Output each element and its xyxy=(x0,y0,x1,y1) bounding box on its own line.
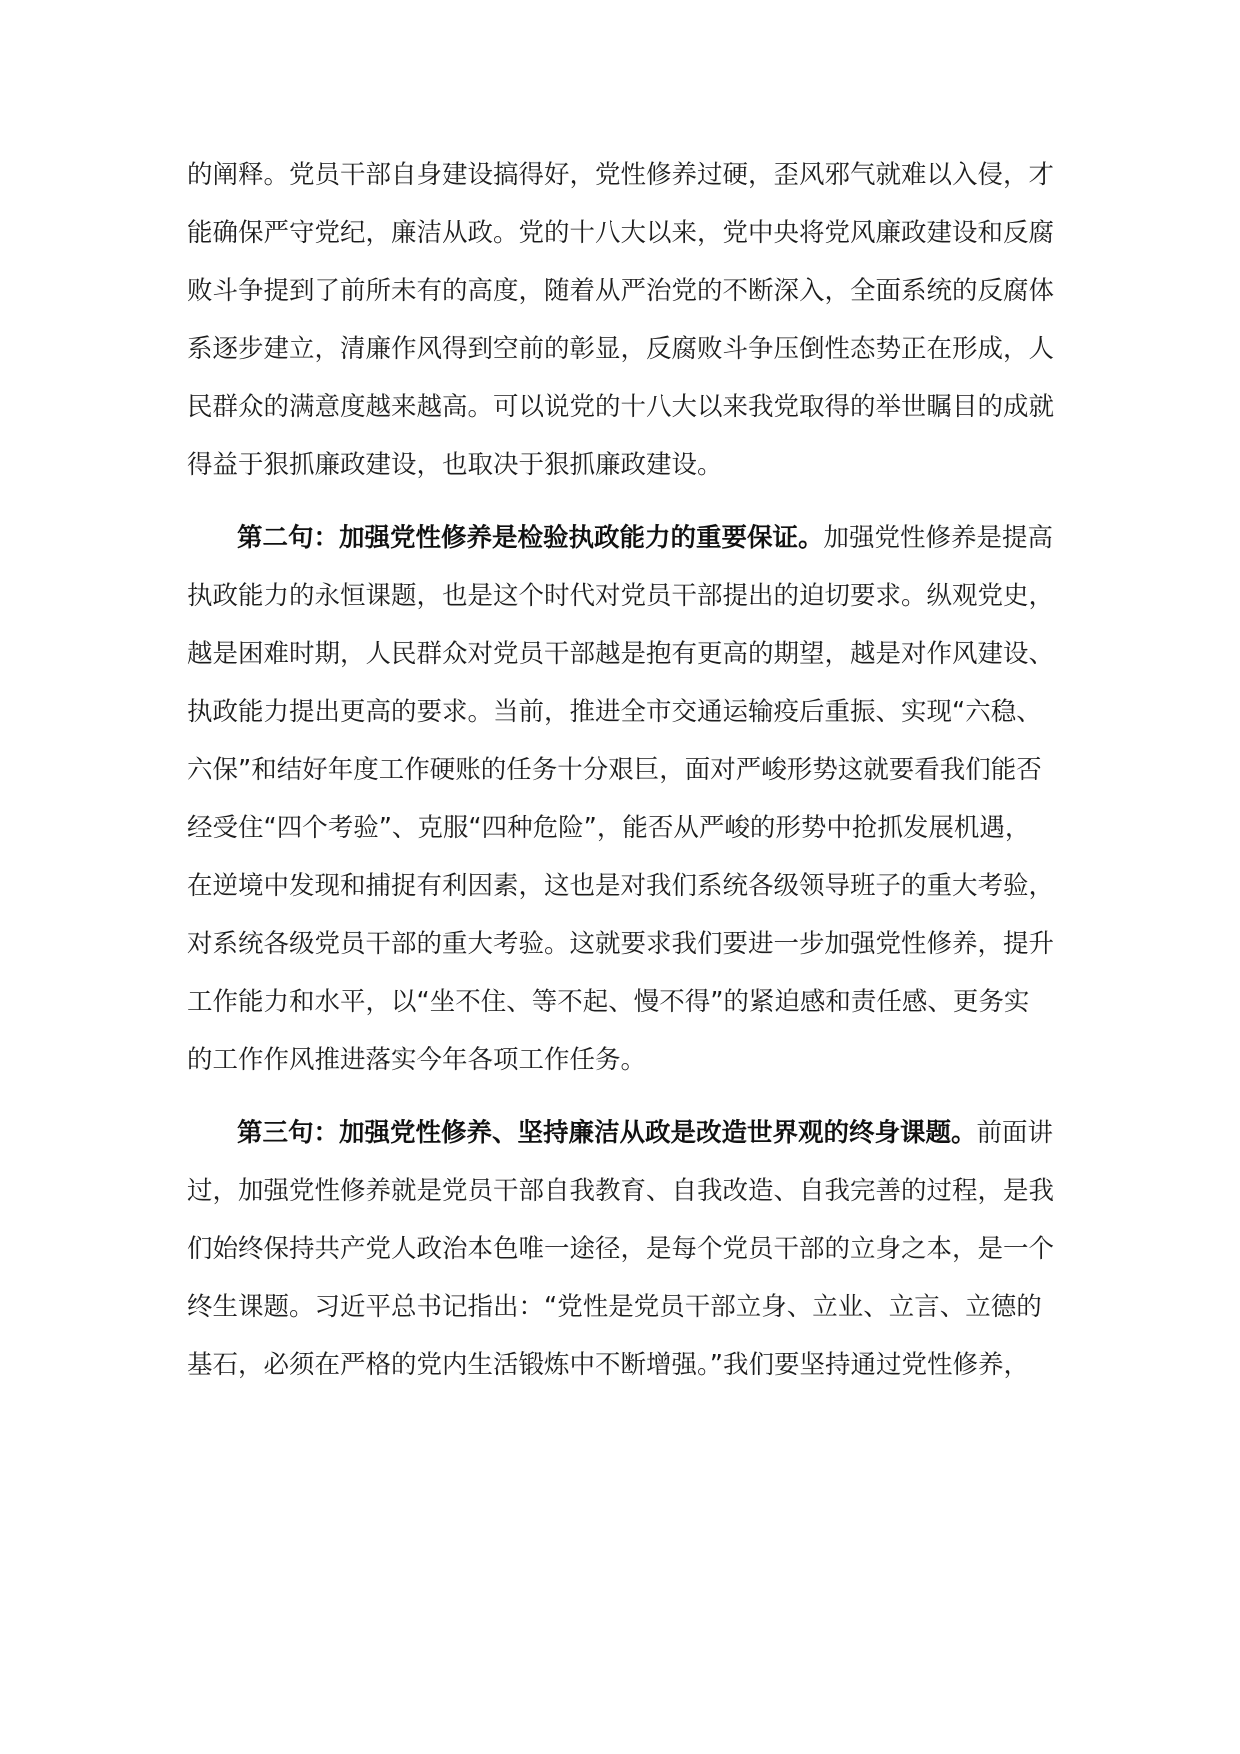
paragraph-3-line-4: 终生课题。习近平总书记指出：“党性是党员干部立身、立业、立言、立德的 xyxy=(187,1292,1042,1322)
paragraph-1-line-4: 系逐步建立，清廉作风得到空前的彰显，反腐败斗争压倒性态势正在形成，人 xyxy=(187,334,1055,364)
paragraph-3-first-line xyxy=(237,1113,1053,1153)
paragraph-2-lead-heading: 第二句：加强党性修养是检验执政能力的重要保证。 xyxy=(237,523,824,553)
paragraph-3-lead-heading: 第三句：加强党性修养、坚持廉洁从政是改造世界观的终身课题。 xyxy=(237,1118,977,1148)
paragraph-2-line-8: 对系统各级党员干部的重大考验。这就要求我们要进一步加强党性修养，提升 xyxy=(187,929,1055,959)
paragraph-2-line-10: 的工作作风推进落实今年各项工作任务。 xyxy=(187,1045,647,1075)
paragraph-1-line-3: 败斗争提到了前所未有的高度，随着从严治党的不断深入，全面系统的反腐体 xyxy=(187,276,1055,306)
paragraph-1-line-1: 的阐释。党员干部自身建设搞得好，党性修养过硬，歪风邪气就难以入侵，才 xyxy=(187,160,1055,190)
paragraph-3-line-3: 们始终保持共产党人政治本色唯一途径，是每个党员干部的立身之本，是一个 xyxy=(187,1234,1055,1264)
paragraph-2-first-line xyxy=(237,518,1053,558)
paragraph-2-line-7: 在逆境中发现和捕捉有利因素，这也是对我们系统各级领导班子的重大考验， xyxy=(187,871,1055,901)
paragraph-2-line-6: 经受住“四个考验”、克服“四种危险”，能否从严峻的形势中抢抓发展机遇， xyxy=(187,813,1031,843)
paragraph-2-line-5: 六保”和结好年度工作硬账的任务十分艰巨，面对严峻形势这就要看我们能否 xyxy=(187,755,1042,785)
paragraph-1-line-2: 能确保严守党纪，廉洁从政。党的十八大以来，党中央将党风廉政建设和反腐 xyxy=(187,218,1055,248)
paragraph-1-line-5: 民群众的满意度越来越高。可以说党的十八大以来我党取得的举世瞩目的成就 xyxy=(187,392,1055,422)
paragraph-2-line-2: 执政能力的永恒课题，也是这个时代对党员干部提出的迫切要求。纵观党史， xyxy=(187,581,1055,611)
paragraph-3-line-2: 过，加强党性修养就是党员干部自我教育、自我改造、自我完善的过程，是我 xyxy=(187,1176,1055,1206)
paragraph-2-line-3: 越是困难时期，人民群众对党员干部越是抱有更高的期望，越是对作风建设、 xyxy=(187,639,1055,669)
paragraph-3-first-line-text: 前面讲 xyxy=(976,1118,1054,1148)
paragraph-3-line-5: 基石，必须在严格的党内生活锻炼中不断增强。”我们要坚持通过党性修养， xyxy=(187,1350,1029,1380)
paragraph-2-line-4: 执政能力提出更高的要求。当前，推进全市交通运输疫后重振、实现“六稳、 xyxy=(187,697,1042,727)
paragraph-2-first-line-text: 加强党性修养是提高 xyxy=(823,523,1054,553)
paragraph-1-line-6: 得益于狠抓廉政建设，也取决于狠抓廉政建设。 xyxy=(187,450,723,480)
paragraph-2-line-9: 工作能力和水平，以“坐不住、等不起、慢不得”的紧迫感和责任感、更务实 xyxy=(187,987,1030,1017)
